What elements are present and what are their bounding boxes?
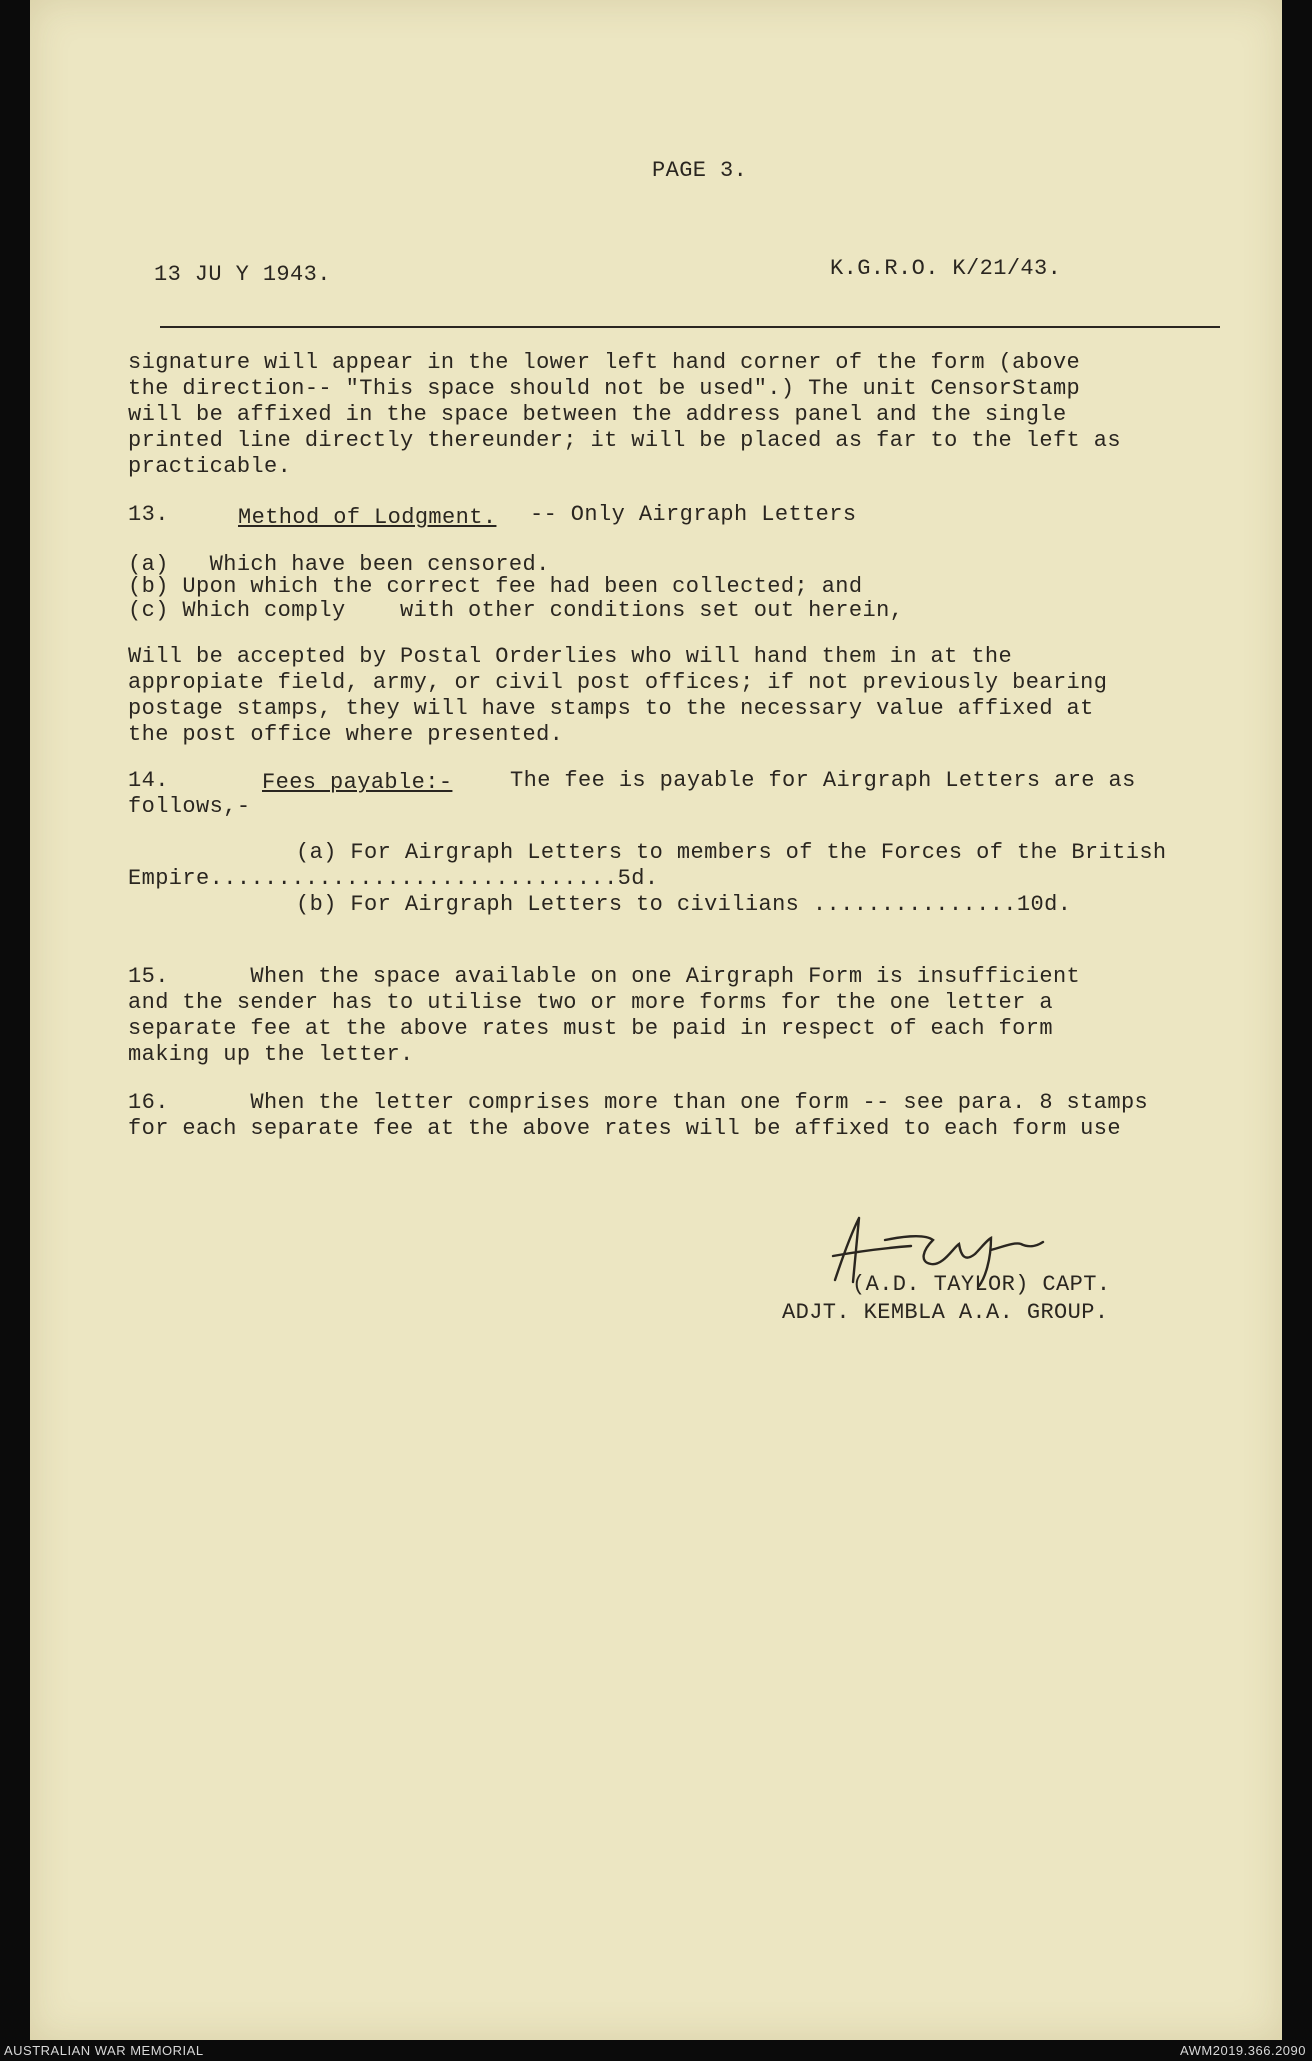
section-15-line: making up the letter. <box>128 1042 414 1067</box>
document-page <box>30 0 1282 2040</box>
reference-number: K.G.R.O. K/21/43. <box>830 256 1062 281</box>
section-13-para: Will be accepted by Postal Orderlies who will hand them in at the <box>128 644 1013 669</box>
fee-item-b: (b) For Airgraph Letters to civilians ...............10d. <box>296 892 1072 917</box>
signatory-name: (A.D. TAYLOR) CAPT. <box>852 1272 1111 1297</box>
section-13-para: appropiate field, army, or civil post offices; if not previously bearing <box>128 670 1108 695</box>
footer-accession-number: AWM2019.366.2090 <box>1179 2043 1306 2058</box>
section-15-line: and the sender has to utilise two or more forms for the one letter a <box>128 990 1053 1015</box>
section-14-heading: Fees payable:- <box>262 770 453 795</box>
section-15-line: separate fee at the above rates must be paid in respect of each form <box>128 1016 1053 1041</box>
section-13-intro: -- Only Airgraph Letters <box>530 502 857 527</box>
header-rule <box>160 326 1220 328</box>
section-13-item: (c) Which comply with other conditions set out herein, <box>128 598 904 623</box>
fee-item-a: Empire..............................5d. <box>128 866 659 891</box>
section-14-intro: follows,- <box>128 794 251 819</box>
body-line: signature will appear in the lower left hand corner of the form (above <box>128 350 1081 375</box>
section-13-item: (a) Which have been censored. <box>128 552 550 577</box>
section-13-item: (b) Upon which the correct fee had been collected; and <box>128 574 863 599</box>
section-16-line: 16. When the letter comprises more than one form -- see para. 8 stamps <box>128 1090 1149 1115</box>
body-line: will be affixed in the space between the address panel and the single <box>128 402 1067 427</box>
section-16-line: for each separate fee at the above rates will be affixed to each form use <box>128 1116 1121 1141</box>
body-line: the direction-- "This space should not be used".) The unit CensorStamp <box>128 376 1081 401</box>
fee-item-a: (a) For Airgraph Letters to members of the Forces of the British <box>296 840 1167 865</box>
body-line: printed line directly thereunder; it will be placed as far to the left as <box>128 428 1121 453</box>
document-date: 13 JU Y 1943. <box>154 262 331 287</box>
section-15-line: 15. When the space available on one Airgraph Form is insufficient <box>128 964 1081 989</box>
section-13-heading: Method of Lodgment. <box>238 505 497 530</box>
section-14-number: 14. <box>128 768 169 793</box>
section-13-number: 13. <box>128 502 169 527</box>
page-number: PAGE 3. <box>652 158 748 183</box>
signatory-title: ADJT. KEMBLA A.A. GROUP. <box>782 1300 1109 1325</box>
section-13-para: the post office where presented. <box>128 722 564 747</box>
body-line: practicable. <box>128 454 292 479</box>
footer-institution: AUSTRALIAN WAR MEMORIAL <box>4 2043 204 2058</box>
section-14-intro: The fee is payable for Airgraph Letters are as <box>510 768 1136 793</box>
section-13-para: postage stamps, they will have stamps to the necessary value affixed at <box>128 696 1094 721</box>
